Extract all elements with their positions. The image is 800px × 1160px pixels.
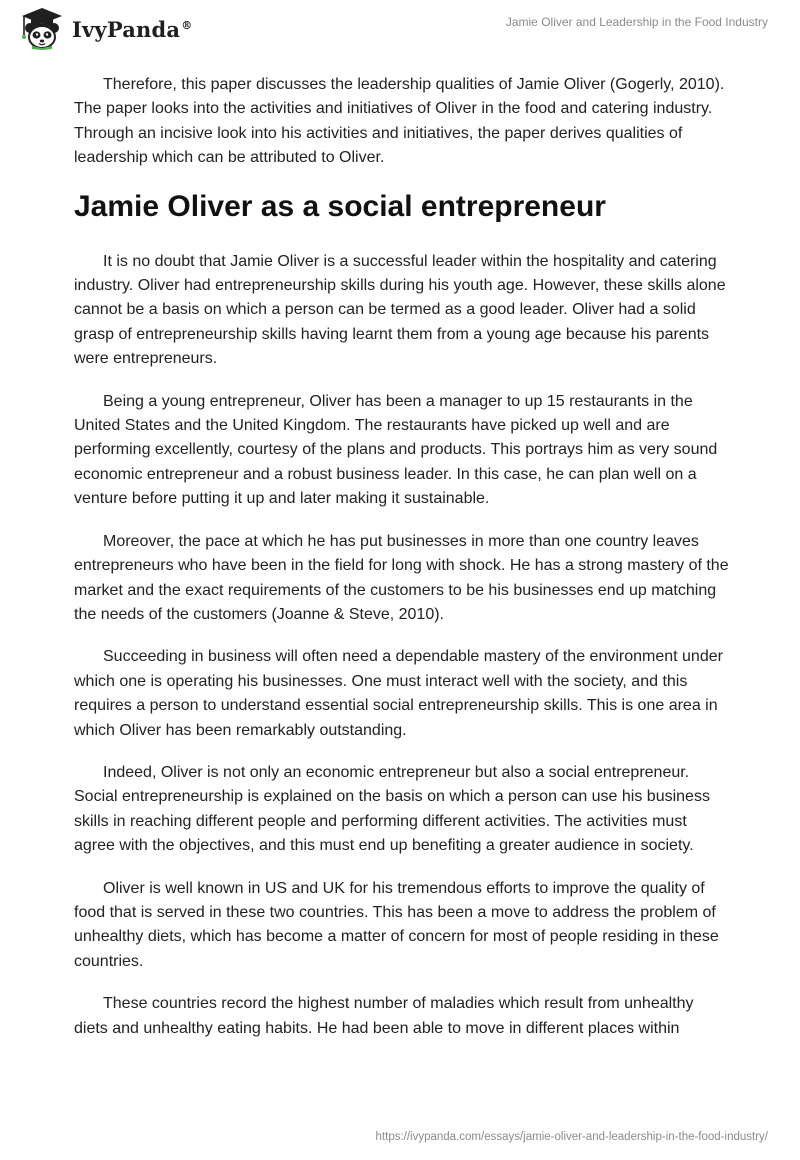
body-paragraph: Indeed, Oliver is not only an economic entrepreneur but also a social entrepreneur. Social entrepreneurship is explained on the basis on which a person can use his business skills in reaching different people and performing different activities. The activities must agree with the objectives, and this must end up benefiting a greater audience in society.	[74, 763, 710, 855]
intro-paragraph: Therefore, this paper discusses the leadership qualities of Jamie Oliver (Gogerly, 2010). The paper looks into the activities and initiatives of Oliver in the food and catering industry. Through an incisive look into his activities and initiatives, the paper derives qualities of leadership which can be attributed to Oliver.	[74, 76, 725, 167]
body-paragraph: Oliver is well known in US and UK for his tremendous efforts to improve the quality of food that is served in these two countries. This has been a move to address the problem of unhealthy diets, which has become a matter of concern for most of people residing in these countries.	[74, 879, 719, 970]
essay-body	[74, 73, 729, 1059]
body-paragraph: Moreover, the pace at which he has put businesses in more than one country leaves entrepreneurs who have been in the field for long with shock. He has a strong mastery of the market and the exact requirements of the customers to be his businesses end up matching the needs of the customers (Joanne & Steve, 2010).	[74, 532, 729, 623]
panda-graduate-icon	[14, 6, 66, 50]
section-heading: Jamie Oliver as a social entrepreneur	[74, 189, 606, 223]
body-paragraph: Being a young entrepreneur, Oliver has been a manager to up 15 restaurants in the United States and the United Kingdom. The restaurants have picked up well and are performing excellently, courtesy of the plans and products. This portrays him as very sound economic entrepreneur and a robust business leader. In this case, he can plan well on a venture before putting it up and later making it sustainable.	[74, 392, 718, 508]
body-paragraph: It is no doubt that Jamie Oliver is a successful leader within the hospitality and catering industry. Oliver had entrepreneurship skills during his youth age. However, these skills alone cannot be a basis on which a person can be termed as a good leader. Oliver had a solid grasp of entrepreneurship skills having learnt them from a young age because his parents were entrepreneurs.	[74, 252, 726, 368]
body-paragraph: These countries record the highest number of maladies which result from unhealthy diets and unhealthy eating habits. He had been able to move in different places within	[74, 995, 694, 1037]
body-paragraph: Succeeding in business will often need a dependable mastery of the environment under which one is operating his businesses. One must interact well with the society, and this requires a person to understand essential social entrepreneurship skills. This is one area in which Oliver has been remarkably outstanding.	[74, 648, 723, 739]
page-header	[0, 0, 800, 60]
brand-name: IvyPanda®	[72, 16, 193, 42]
registered-mark: ®	[181, 18, 193, 32]
document-title: Jamie Oliver and Leadership in the Food Industry	[505, 15, 768, 29]
source-url[interactable]: https://ivypanda.com/essays/jamie-oliver-and-leadership-in-the-food-industry/	[375, 1131, 768, 1143]
brand-logo[interactable]	[14, 6, 192, 50]
